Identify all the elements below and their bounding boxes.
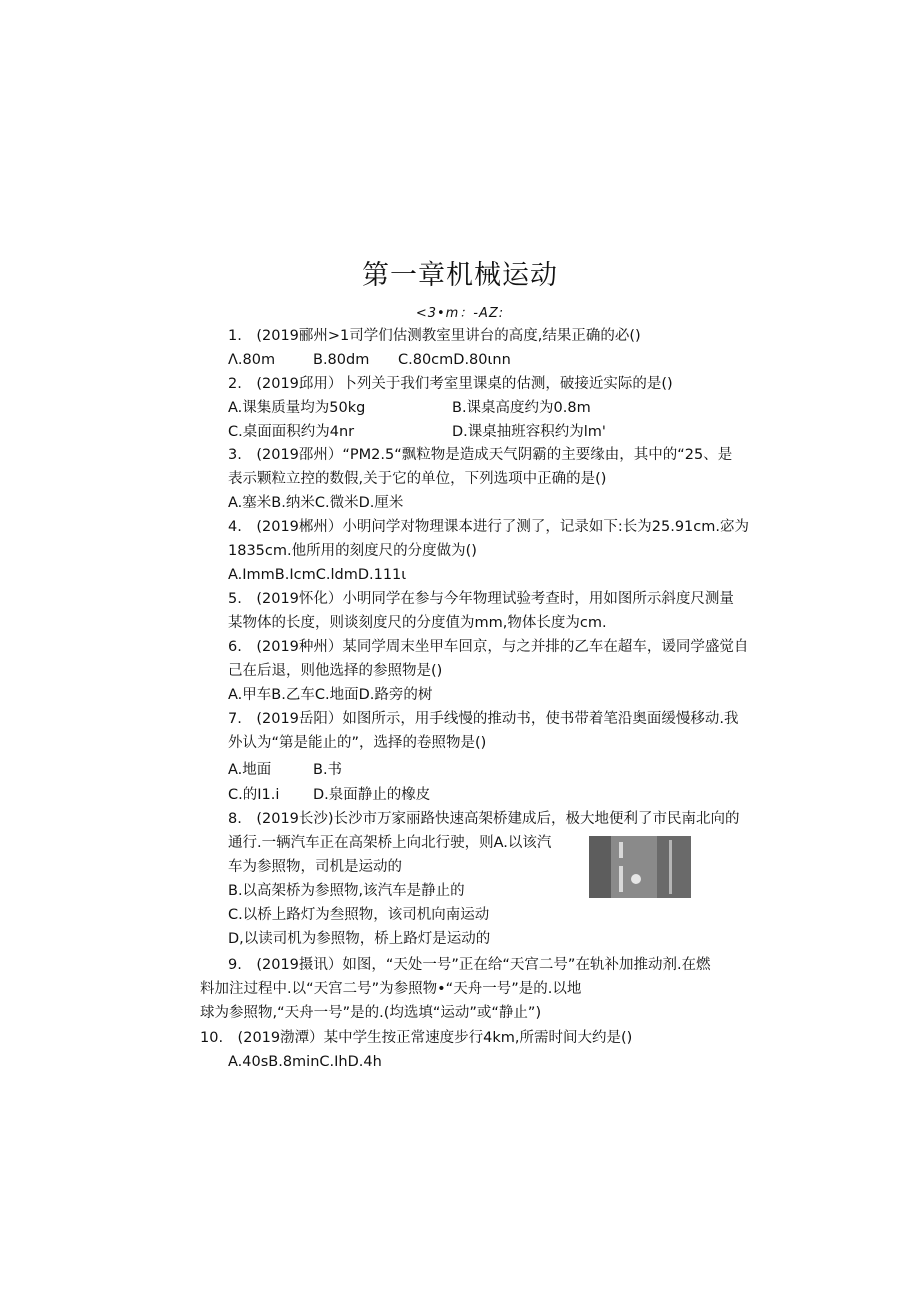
question-6-line-2: 己在后退，则他选择的参照物是() <box>228 663 443 679</box>
question-4-options: A.ImmB.IcmC.ldmD.111ι <box>228 567 407 583</box>
question-1-option-cd: C.80cmD.80ιnn <box>398 352 511 368</box>
question-2-option-b: B.课桌高度约为0.8m <box>452 400 591 416</box>
highway-photo <box>589 836 691 898</box>
question-8-line-2: 通行.一辆汽车正在高架桥上向北行驶，则A.以该汽 <box>228 835 552 851</box>
question-6-options: A.甲车B.乙车C.地面D.路旁的树 <box>228 687 433 703</box>
question-8-option-b: B.以高架桥为参照物,该汽车是静止的 <box>228 883 465 899</box>
question-1-option-b: B.80dm <box>313 352 370 368</box>
question-1-option-a: Λ.80m <box>228 352 276 368</box>
question-3-line-2: 表示颗粒立控的数假,关于它的单位，下列选项中正确的是() <box>228 471 607 487</box>
question-9-line-2: 料加注过程中.以“天宫二号”为参照物•“天舟一号”是的.以地 <box>200 981 582 997</box>
question-8-option-c: C.以桥上路灯为叁照物，该司机向南运动 <box>228 907 490 923</box>
question-4-line-2: 1835cm.他所用的刻度尺的分度做为() <box>228 543 477 559</box>
question-1: 1. (2019郦州>1司学们估测教室里讲台的高度,结果正确的必() <box>228 328 641 344</box>
question-3-options: A.塞米B.纳米C.微米D.厘米 <box>228 495 404 511</box>
question-10: 10. (2019渤潭）某中学生按正常速度步行4km,所需时间大约是() <box>200 1030 633 1046</box>
question-8-line-3: 车为参照物，司机是运动的 <box>228 859 402 875</box>
question-2-option-d: D.课桌抽班容积约为lm' <box>452 424 606 440</box>
question-8-option-d: D,以读司机为参照物，桥上路灯是运动的 <box>228 931 491 947</box>
question-2-option-a: A.课集质量均为50kg <box>228 400 366 416</box>
page-title: 第一章机械运动 <box>362 260 558 291</box>
question-9-line-1: 9. (2019摄讯）如图，“天处一号”正在给“天宫二号”在轨补加推动剂.在燃 <box>228 957 711 973</box>
question-7-option-c: C.的I1.i <box>228 787 280 803</box>
page-subtitle: <3•m：-AZ: <box>415 306 505 321</box>
question-7-option-b: B.书 <box>313 762 343 778</box>
question-9-line-3: 球为参照物,“天舟一号”是的.(均选填“运动”或“静止”) <box>200 1005 542 1021</box>
question-3-line-1: 3. (2019邵州）“PM2.5“飘粒物是造成天气阴霸的主要缘由，其中的“25、是 <box>228 447 733 463</box>
question-4-line-1: 4. (2019郴州）小明问学对物理课本进行了测了，记录如下:长为25.91cm.宓为 <box>228 519 749 535</box>
question-10-options: A.40sB.8minC.IhD.4h <box>228 1054 382 1070</box>
question-7-line-2: 外认为“第是能止的”，选择的卷照物是() <box>228 735 487 751</box>
question-7-line-1: 7. (2019岳阳）如图所示，用手线慢的推动书，使书带着笔沿奥面缓慢移动.我 <box>228 711 739 727</box>
question-6-line-1: 6. (2019种州）某同学周末坐甲车回京，与之并排的乙车在超车，谖同学盛觉自 <box>228 639 749 655</box>
question-8-line-1: 8. (2019长沙)长沙市万家丽路快速高架桥建成后，极大地便利了市民南北向的 <box>228 811 740 827</box>
question-5-line-2: 某物体的长度，则谈刻度尺的分度值为mm,物体长度为cm. <box>228 615 607 631</box>
question-7-option-a: A.地面 <box>228 762 272 778</box>
question-5-line-1: 5. (2019怀化）小明同学在参与今年物理试验考查时，用如图所示斜度尺测量 <box>228 591 734 607</box>
question-2-option-c: C.桌面面积约为4nr <box>228 424 355 440</box>
question-7-option-d: D.泉面静止的橡皮 <box>313 787 431 803</box>
question-2: 2. (2019邱用）卜列关于我们考室里课桌的估测，破接近实际的是() <box>228 376 673 392</box>
